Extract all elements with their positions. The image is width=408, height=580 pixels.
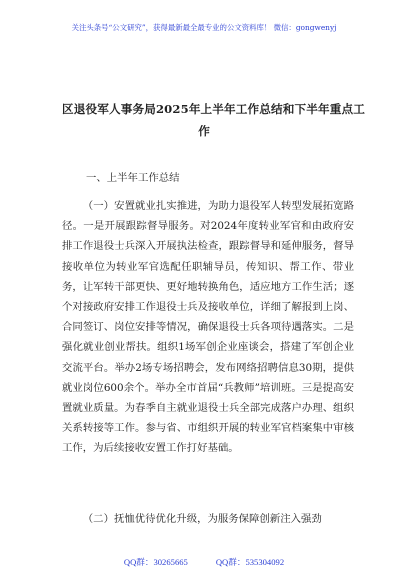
footer-qq-group-2: QQ群：535304092 [215, 557, 285, 567]
document-title-line-1: 区退役军人事务局2025年上半年工作总结和下半年重点工 [62, 102, 365, 116]
section-heading-first-half-summary: 一、上半年工作总结 [86, 172, 180, 184]
footer-qq-groups [0, 556, 408, 568]
header-banner: 关注头条号“公文研究”，获得最新最全最专业的公文资料库！ 微信：gongwenyj [71, 23, 337, 32]
footer-qq-group-1: QQ群：30265665 [123, 557, 188, 567]
subheading-pension-preferential: （二）抚恤优待优化升级，为服务保障创新注入强劲 [82, 513, 322, 525]
paragraph-employment-placement: （一）安置就业扎实推进，为助力退役军人转型发展拓宽路径。一是开展跟踪督导服务。对2024年度转业军官和由政府安排工作退役士兵深入开展执法检查，跟踪督导和延伸服务，督导接收单位为转业军官选配任职辅导员，传知识、帮工作、带业务，让军转干部更快、更好地转换角色，适应地方工作生活；逐个对接政府安排工作退役士兵及接收单位，详细了解报到上岗、合同签订、岗位安排等情况，确保退役士兵各项待遇落实。二是强化就业创业帮扶。组织1场军创企业座谈会，搭建了军创企业交流平台。举办2场专场招聘会，发布网络招聘信息30期，提供就业岗位600余个。举办全市首届“兵教师”培训班。三是提高安置就业质量。为春季自主就业退役士兵全部完成落户办理、组织关系转接等工作。参与省、市组织开展的转业军官档案集中审核工作，为后续接收安置工作打好基础。 [62, 200, 354, 455]
document-title-line-2: 作 [198, 124, 210, 138]
